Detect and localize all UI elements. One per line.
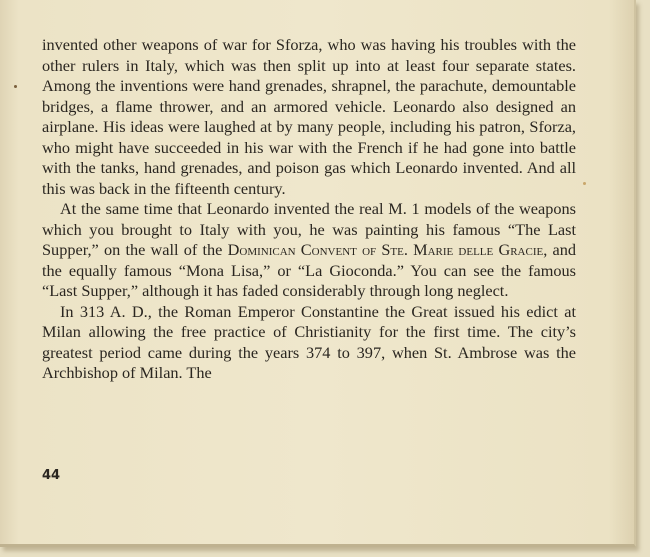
page-body-text <box>42 35 576 384</box>
convent-name: Dominican Convent of Ste. Marie delle Gracie <box>227 240 544 259</box>
page-number: 44 <box>42 468 61 483</box>
paragraph-text: At the same time that Leonardo invented the real M. 1 models of the weapons which you brought to Italy with you, he was painting his famous “The Last Supper,” on the wall of the <box>42 199 576 259</box>
paragraph-text: , and the equally famous “Mona Lisa,” or “La Gioconda.” You can see the famous “Last Supper,” although it has faded considerably through long neglect. <box>42 240 576 300</box>
paragraph-last-supper <box>42 199 576 302</box>
paragraph-constantine <box>42 302 576 384</box>
paragraph-text: In 313 A. D., the Roman Emperor Constantine the Great issued his edict at Milan allowing the free practice of Christianity for the first time. The city’s greatest period came during the years 374 to 397, when St. Ambrose was the Archbishop of Milan. The <box>42 301 576 382</box>
paragraph-text: invented other weapons of war for Sforza, who was having his troubles with the other rulers in Italy, which was then split up into at least four separate states. Among the inventions were hand grenades, shrapnel, the parachute, demountable bridges, a flame thrower, and an armored vehicle. Leonardo also designed an airplane. His ideas were laughed at by many people, including his patron, Sforza, who might have succeeded in his war with the French if he had gone into battle with the tanks, hand grenades, and poison gas which Leonardo invented. And all this was back in the fifteenth century. <box>42 35 576 198</box>
paper-speck <box>583 182 586 185</box>
paragraph-leonardo-weapons <box>42 35 576 199</box>
paper-speck <box>14 85 17 88</box>
